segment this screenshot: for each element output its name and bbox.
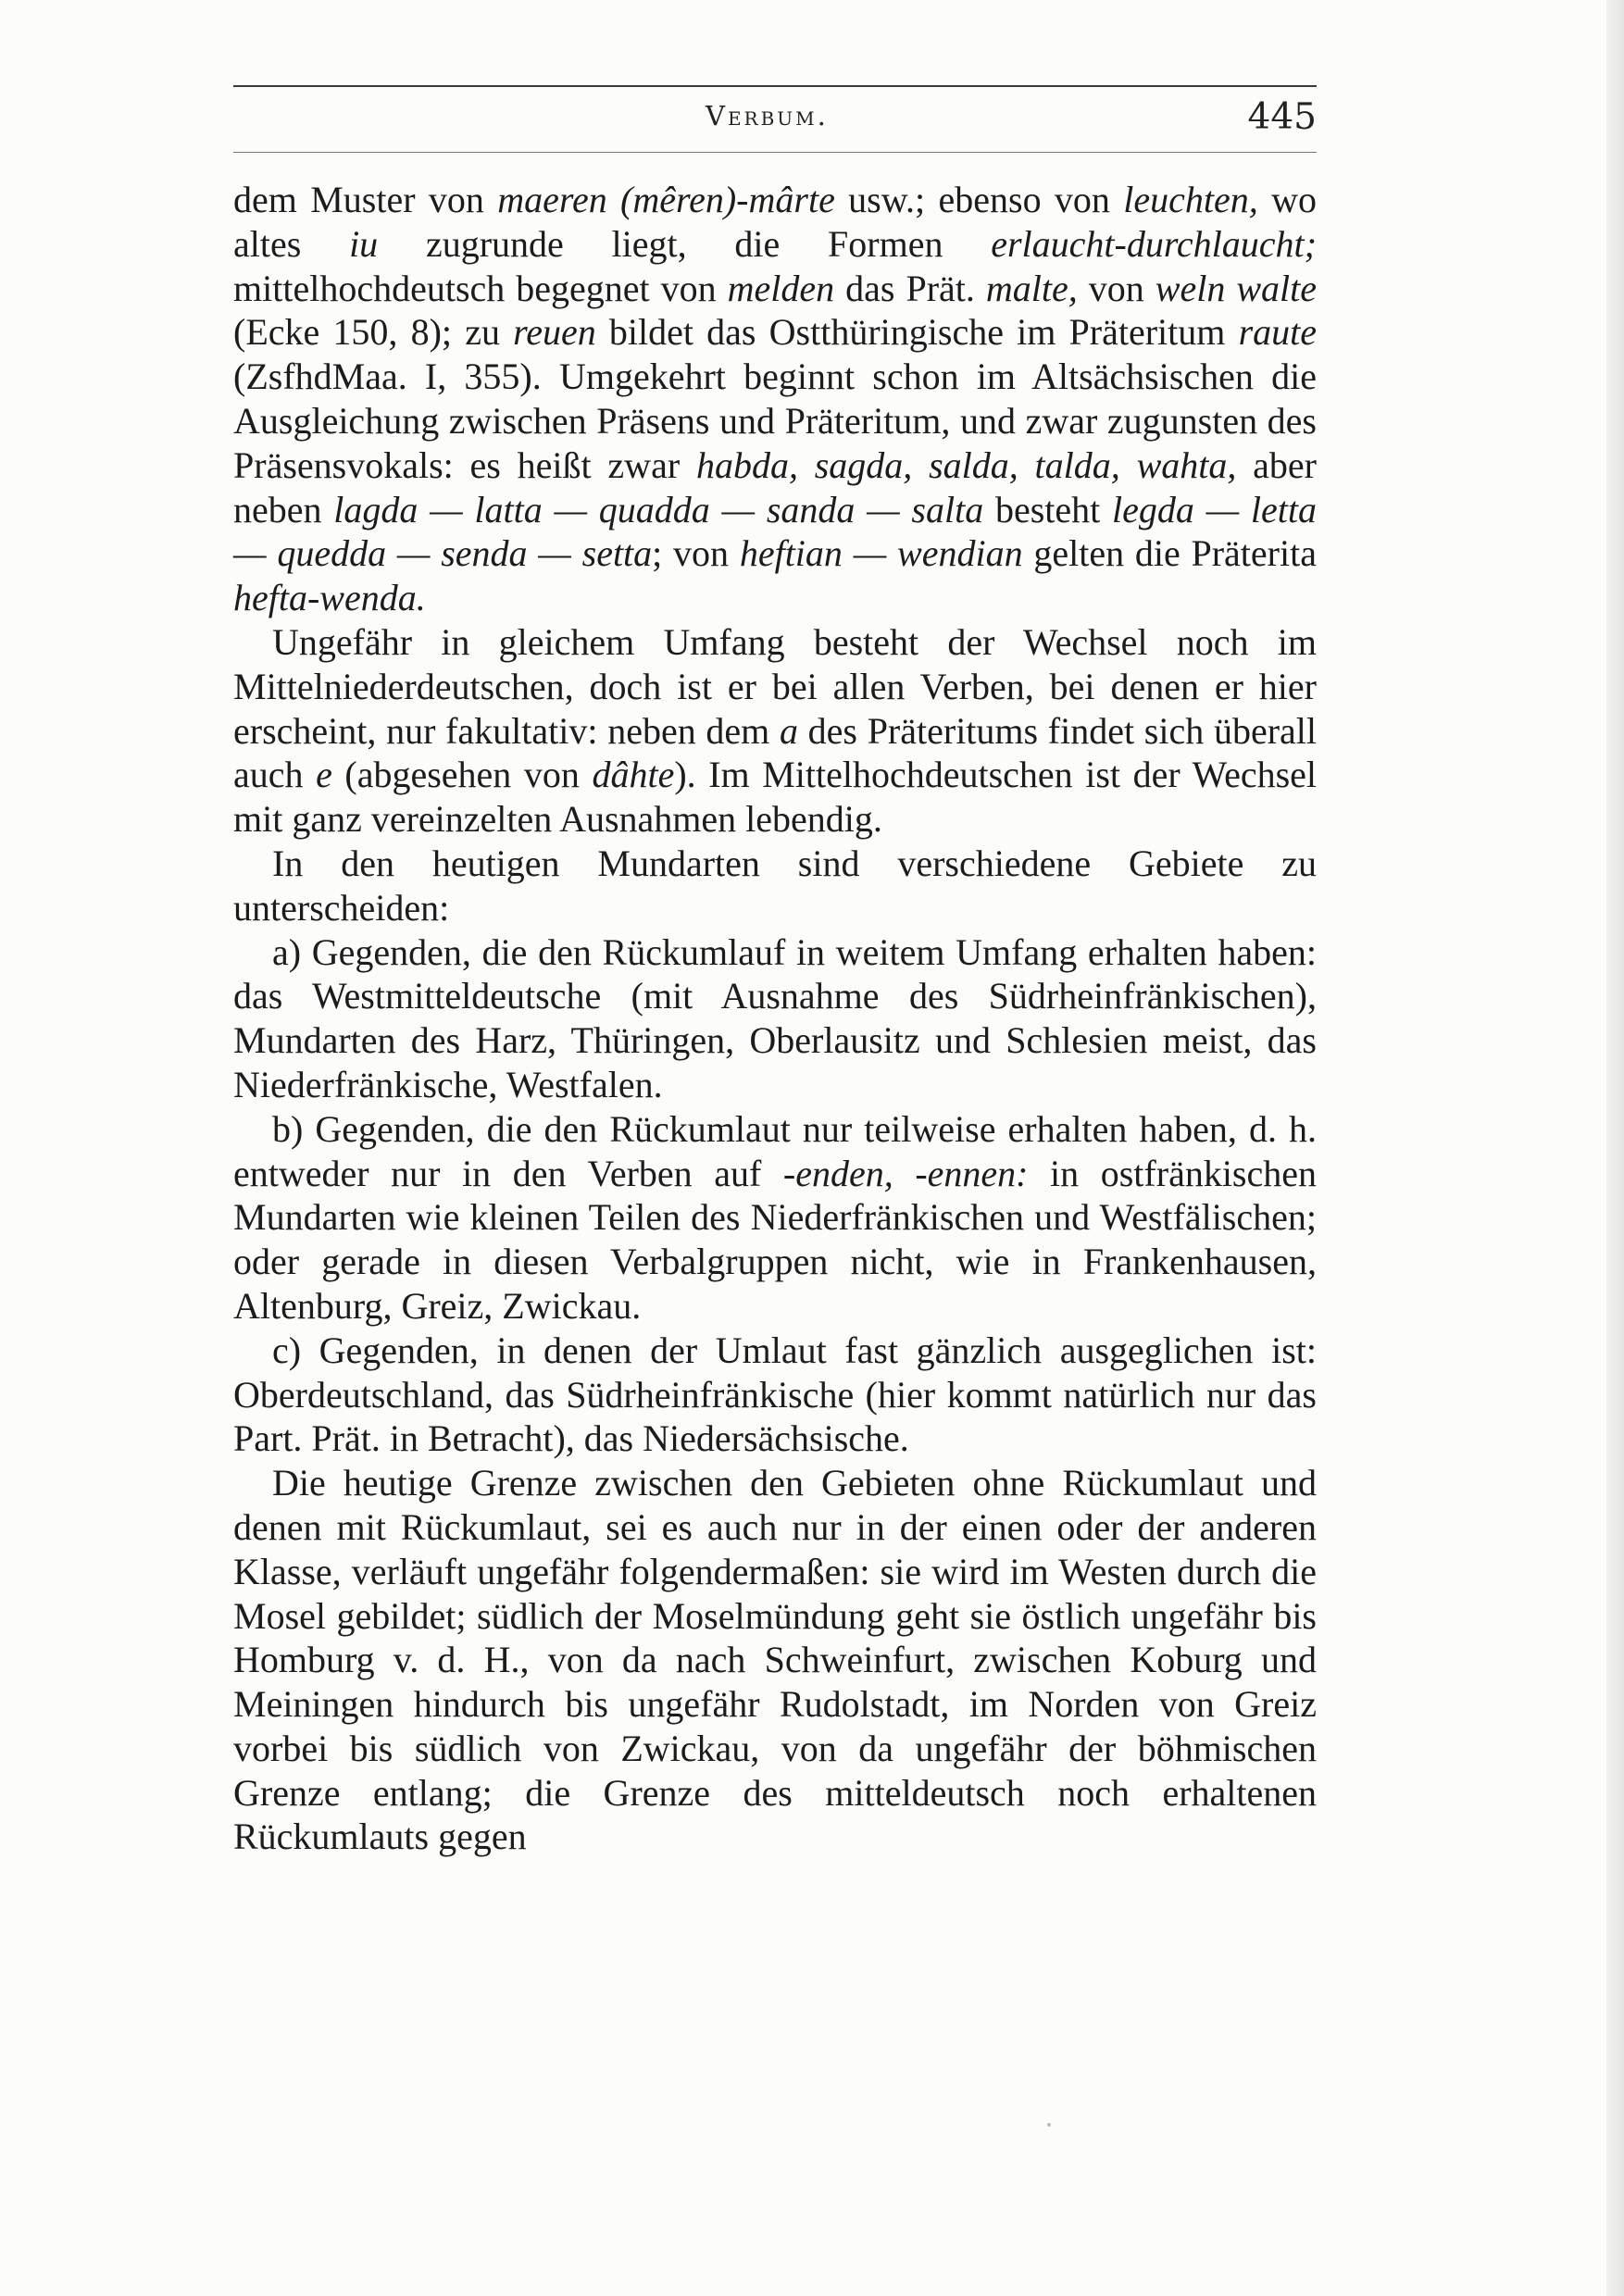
header-rule-top <box>233 85 1317 87</box>
text-run: a) Gegenden, die den Rückumlauf in weitem Umfang erhalten haben: das Westmitteldeutsche (mit Ausnahme des Südrheinfränkischen), Mundarten des Harz, Thüringen, Oberlausitz und Schlesien meist, das Niederfränkische, Westfalen. <box>233 930 1317 1105</box>
text-run: ). Im Mittelhochdeutschen ist der Wechsel mit ganz vereinzelten Ausnahmen lebendig. <box>233 754 1318 841</box>
italic-text-run: weln walte <box>1155 267 1317 309</box>
text-run: c) Gegenden, in denen der Umlaut fast gänzlich ausgeglichen ist: Oberdeutschland, das Südrheinfränkische (hier kommt natürlich nur das Part. Prät. in Betracht), das Niedersächsische. <box>233 1329 1317 1460</box>
italic-text-run: malte, <box>985 267 1078 309</box>
text-run: gelten die Präterita <box>1022 532 1317 575</box>
list-item-b <box>233 1107 1317 1329</box>
italic-text-run: raute <box>1238 311 1317 354</box>
text-run: b) Gegenden, die den Rückumlaut nur teilweise erhalten haben, d. h. entweder nur in den Verben auf <box>233 1107 1317 1194</box>
italic-text-run: heftian — wendian <box>739 532 1023 575</box>
body-text <box>233 178 1317 1859</box>
italic-text-run: maeren (mêren)-mârte <box>497 179 835 220</box>
italic-text-run: melden <box>727 267 835 309</box>
paragraph-continuation <box>233 178 1317 620</box>
list-item-c <box>233 1329 1317 1461</box>
text-run: bildet das Ostthüringische im Präteritum <box>595 311 1239 354</box>
header-rule-bottom <box>233 152 1317 153</box>
text-run: Die heutige Grenze zwischen den Gebieten ohne Rückumlaut und denen mit Rückumlaut, sei es auch nur in der einen oder der anderen Klasse, verläuft ungefähr folgendermaßen: sie wird im Westen durch die Mosel gebildet; südlich der Moselmündung geht sie östlich ungefähr bis Homburg v. d. H., von da nach Schweinfurt, zwischen Koburg und Meiningen hindurch bis ungefähr Rudolstadt, im Norden von Greiz vorbei bis südlich von Zwickau, von da ungefähr der böhmischen Grenze entlang; die Grenze des mitteldeutsch noch erhaltenen Rückumlauts gegen <box>233 1462 1317 1858</box>
italic-text-run: habda, sagda, salda, talda, wahta, <box>695 443 1237 486</box>
page-header <box>233 85 1317 159</box>
text-run: des Präteritums findet sich überall auch <box>233 709 1317 796</box>
scan-dust-mark <box>1047 2123 1051 2127</box>
italic-text-run: e <box>316 754 332 796</box>
italic-text-run: hefta-wenda. <box>233 577 426 619</box>
paragraph-mundarten-intro <box>233 842 1317 930</box>
text-run: von <box>1077 267 1156 309</box>
text-run: dem Muster von <box>233 179 498 220</box>
italic-text-run: dâhte <box>592 754 675 796</box>
text-run: Ungefähr in gleichem Umfang besteht der Wechsel noch im Mittelniederdeutschen, doch ist er bei allen Verben, bei denen er hier erscheint, nur fakultativ: neben dem <box>233 620 1317 752</box>
text-run: zugrunde liegt, die Formen <box>378 222 992 265</box>
text-run: (ZsfhdMaa. I, 355). Umgekehrt beginnt schon im Altsächsischen die Ausgleichung zwischen Präsens und Präteritum, und zwar zugunsten des Präsensvokals: es heißt zwar <box>233 356 1317 486</box>
text-run: In den heutigen Mundarten sind verschiedene Gebiete zu unterscheiden: <box>233 842 1317 929</box>
text-run: usw.; ebenso von <box>834 179 1124 220</box>
italic-text-run: a <box>779 709 798 752</box>
italic-text-run: reuen <box>513 311 596 354</box>
paragraph-mnd <box>233 620 1317 842</box>
list-item-a <box>233 930 1317 1107</box>
italic-text-run: leuchten, <box>1123 179 1258 220</box>
text-run: (Ecke 150, 8); zu <box>233 311 514 354</box>
italic-text-run: iu <box>349 222 379 265</box>
text-run: besteht <box>983 488 1112 530</box>
text-run: in ostfränkischen Mundarten wie kleinen Teilen des Niederfränkischen und Westfälischen; oder gerade in diesen Verbalgruppen nicht, wie in Frankenhausen, Altenburg, Greiz, Zwickau. <box>233 1152 1318 1327</box>
text-run: (abgesehen von <box>331 754 593 796</box>
running-head: Verbum. <box>706 100 829 131</box>
text-run: das Prät. <box>834 267 986 309</box>
paragraph-grenze <box>233 1461 1317 1859</box>
page-edge-shadow <box>1606 0 1624 2296</box>
text-run: mittelhochdeutsch begegnet von <box>233 267 728 309</box>
italic-text-run: lagda — latta — quadda — sanda — salta <box>333 488 984 530</box>
italic-text-run: -enden, -ennen: <box>782 1152 1029 1194</box>
text-run: ; von <box>652 532 740 575</box>
italic-text-run: erlaucht-durchlaucht; <box>991 222 1317 265</box>
page-number: 445 <box>1247 96 1317 138</box>
text-run: aber neben <box>233 443 1317 530</box>
italic-text-run: legda — letta — quedda — senda — setta <box>233 488 1317 575</box>
text-run: wo altes <box>233 179 1318 265</box>
